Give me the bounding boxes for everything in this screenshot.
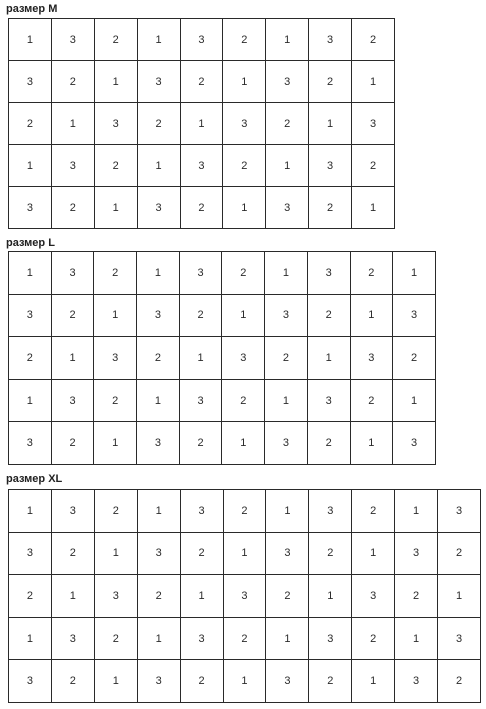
grid-cell: 2 <box>352 490 395 533</box>
grid-cell: 2 <box>266 103 309 145</box>
grid-cell: 3 <box>222 337 265 380</box>
grid-cell: 1 <box>223 660 266 703</box>
grid-cell: 1 <box>9 379 52 422</box>
grid-cell: 1 <box>137 379 180 422</box>
grid-cell: 1 <box>137 490 180 533</box>
grid-cell: 3 <box>438 617 481 660</box>
grid-cell: 2 <box>309 660 352 703</box>
grid-cell: 2 <box>137 103 180 145</box>
grid-cell: 1 <box>137 145 180 187</box>
grid-cell: 3 <box>51 145 94 187</box>
grid-cell: 3 <box>393 294 436 337</box>
grid-cell: 1 <box>180 103 223 145</box>
grid-cell: 3 <box>180 617 223 660</box>
grid-cell: 2 <box>307 422 350 465</box>
grid-cell: 1 <box>222 422 265 465</box>
grid-cell: 1 <box>94 187 137 229</box>
grid-cell: 1 <box>94 61 137 103</box>
grid-cell: 3 <box>265 422 308 465</box>
size-m-title: размер M <box>6 3 58 15</box>
grid-cell: 2 <box>9 337 52 380</box>
grid-cell: 3 <box>266 532 309 575</box>
grid-cell: 3 <box>309 490 352 533</box>
grid-cell: 3 <box>307 252 350 295</box>
grid-cell: 1 <box>393 252 436 295</box>
grid-cell: 3 <box>9 61 52 103</box>
grid-cell: 3 <box>180 490 223 533</box>
grid-cell: 2 <box>223 145 266 187</box>
size-xl-title: размер XL <box>6 473 63 485</box>
grid-row <box>9 145 395 187</box>
grid-cell: 3 <box>309 617 352 660</box>
grid-cell: 1 <box>393 379 436 422</box>
grid-row <box>9 532 481 575</box>
grid-cell: 2 <box>51 532 94 575</box>
grid-cell: 2 <box>137 337 180 380</box>
grid-row <box>9 103 395 145</box>
grid-cell: 1 <box>137 19 180 61</box>
grid-cell: 2 <box>395 575 438 618</box>
grid-cell: 3 <box>180 145 223 187</box>
grid-cell: 3 <box>393 422 436 465</box>
grid-cell: 1 <box>395 617 438 660</box>
grid-cell: 1 <box>9 252 52 295</box>
grid-cell: 1 <box>309 103 352 145</box>
grid-cell: 3 <box>137 61 180 103</box>
grid-row <box>9 660 481 703</box>
grid-cell: 3 <box>352 103 395 145</box>
grid-cell: 2 <box>223 19 266 61</box>
grid-cell: 2 <box>266 575 309 618</box>
grid-cell: 1 <box>180 575 223 618</box>
grid-row <box>9 422 436 465</box>
grid-row <box>9 294 436 337</box>
grid-cell: 2 <box>307 294 350 337</box>
grid-cell: 1 <box>266 19 309 61</box>
grid-cell: 2 <box>180 660 223 703</box>
grid-row <box>9 252 436 295</box>
grid-cell: 2 <box>265 337 308 380</box>
grid-cell: 2 <box>438 660 481 703</box>
grid-cell: 2 <box>309 187 352 229</box>
grid-cell: 3 <box>9 187 52 229</box>
grid-cell: 3 <box>223 103 266 145</box>
grid-cell: 1 <box>222 294 265 337</box>
grid-cell: 1 <box>94 660 137 703</box>
grid-cell: 1 <box>352 187 395 229</box>
grid-cell: 3 <box>350 337 393 380</box>
grid-cell: 1 <box>352 660 395 703</box>
grid-cell: 1 <box>307 337 350 380</box>
size-l-title: размер L <box>6 237 55 249</box>
grid-cell: 3 <box>51 617 94 660</box>
grid-cell: 2 <box>352 145 395 187</box>
grid-cell: 3 <box>94 103 137 145</box>
grid-cell: 1 <box>137 617 180 660</box>
grid-cell: 3 <box>266 660 309 703</box>
grid-cell: 3 <box>137 532 180 575</box>
grid-cell: 2 <box>94 19 137 61</box>
grid-cell: 1 <box>309 575 352 618</box>
grid-cell: 2 <box>222 252 265 295</box>
grid-cell: 1 <box>352 532 395 575</box>
grid-cell: 3 <box>51 490 94 533</box>
grid-cell: 3 <box>137 294 180 337</box>
grid-cell: 1 <box>137 252 180 295</box>
grid-cell: 3 <box>266 61 309 103</box>
grid-cell: 2 <box>51 660 94 703</box>
grid-row <box>9 575 481 618</box>
grid-cell: 2 <box>94 490 137 533</box>
grid-cell: 3 <box>266 187 309 229</box>
grid-cell: 3 <box>9 294 52 337</box>
grid-cell: 1 <box>266 145 309 187</box>
grid-cell: 1 <box>265 252 308 295</box>
grid-cell: 1 <box>265 379 308 422</box>
grid-cell: 2 <box>94 145 137 187</box>
grid-cell: 3 <box>179 252 222 295</box>
grid-cell: 3 <box>265 294 308 337</box>
grid-cell: 3 <box>307 379 350 422</box>
grid-cell: 2 <box>438 532 481 575</box>
grid-cell: 2 <box>180 187 223 229</box>
grid-cell: 3 <box>51 19 94 61</box>
grid-row <box>9 19 395 61</box>
grid-cell: 3 <box>223 575 266 618</box>
grid-cell: 3 <box>179 379 222 422</box>
grid-cell: 2 <box>9 103 52 145</box>
grid-cell: 1 <box>350 422 393 465</box>
grid-cell: 2 <box>180 61 223 103</box>
grid-cell: 2 <box>51 187 94 229</box>
grid-cell: 1 <box>179 337 222 380</box>
size-m-grid <box>8 18 395 229</box>
grid-cell: 1 <box>94 532 137 575</box>
grid-cell: 2 <box>94 252 137 295</box>
grid-row <box>9 379 436 422</box>
grid-cell: 1 <box>223 187 266 229</box>
grid-cell: 2 <box>94 379 137 422</box>
grid-cell: 2 <box>51 61 94 103</box>
grid-row <box>9 61 395 103</box>
grid-cell: 1 <box>9 19 52 61</box>
grid-cell: 2 <box>51 294 94 337</box>
grid-cell: 1 <box>223 532 266 575</box>
grid-row <box>9 617 481 660</box>
grid-cell: 1 <box>94 294 137 337</box>
grid-cell: 2 <box>94 617 137 660</box>
grid-cell: 3 <box>352 575 395 618</box>
grid-cell: 2 <box>352 617 395 660</box>
grid-row <box>9 490 481 533</box>
grid-cell: 2 <box>223 617 266 660</box>
grid-cell: 2 <box>393 337 436 380</box>
grid-cell: 1 <box>352 61 395 103</box>
grid-cell: 1 <box>350 294 393 337</box>
grid-cell: 1 <box>438 575 481 618</box>
grid-cell: 3 <box>137 660 180 703</box>
grid-cell: 3 <box>137 422 180 465</box>
grid-cell: 3 <box>438 490 481 533</box>
grid-cell: 1 <box>51 337 94 380</box>
grid-cell: 3 <box>395 532 438 575</box>
grid-cell: 3 <box>395 660 438 703</box>
grid-cell: 3 <box>137 187 180 229</box>
grid-cell: 1 <box>395 490 438 533</box>
grid-cell: 2 <box>9 575 52 618</box>
grid-cell: 1 <box>266 490 309 533</box>
grid-cell: 2 <box>51 422 94 465</box>
grid-cell: 2 <box>223 490 266 533</box>
grid-cell: 3 <box>309 19 352 61</box>
grid-cell: 2 <box>350 379 393 422</box>
grid-cell: 1 <box>94 422 137 465</box>
grid-cell: 1 <box>266 617 309 660</box>
grid-row <box>9 337 436 380</box>
size-xl-grid <box>8 489 481 703</box>
grid-cell: 1 <box>223 61 266 103</box>
grid-cell: 2 <box>309 532 352 575</box>
grid-cell: 2 <box>179 294 222 337</box>
grid-cell: 1 <box>9 490 52 533</box>
grid-cell: 3 <box>9 660 52 703</box>
grid-cell: 1 <box>9 617 52 660</box>
size-l-grid <box>8 251 436 465</box>
grid-cell: 3 <box>94 337 137 380</box>
grid-cell: 1 <box>51 103 94 145</box>
grid-cell: 3 <box>180 19 223 61</box>
grid-cell: 3 <box>51 379 94 422</box>
grid-cell: 3 <box>94 575 137 618</box>
grid-cell: 2 <box>350 252 393 295</box>
grid-cell: 2 <box>352 19 395 61</box>
grid-cell: 2 <box>309 61 352 103</box>
grid-cell: 2 <box>222 379 265 422</box>
grid-cell: 3 <box>51 252 94 295</box>
grid-cell: 2 <box>179 422 222 465</box>
grid-cell: 2 <box>180 532 223 575</box>
grid-cell: 1 <box>9 145 52 187</box>
grid-cell: 3 <box>9 422 52 465</box>
grid-row <box>9 187 395 229</box>
grid-cell: 2 <box>137 575 180 618</box>
grid-cell: 1 <box>51 575 94 618</box>
grid-cell: 3 <box>9 532 52 575</box>
grid-cell: 3 <box>309 145 352 187</box>
